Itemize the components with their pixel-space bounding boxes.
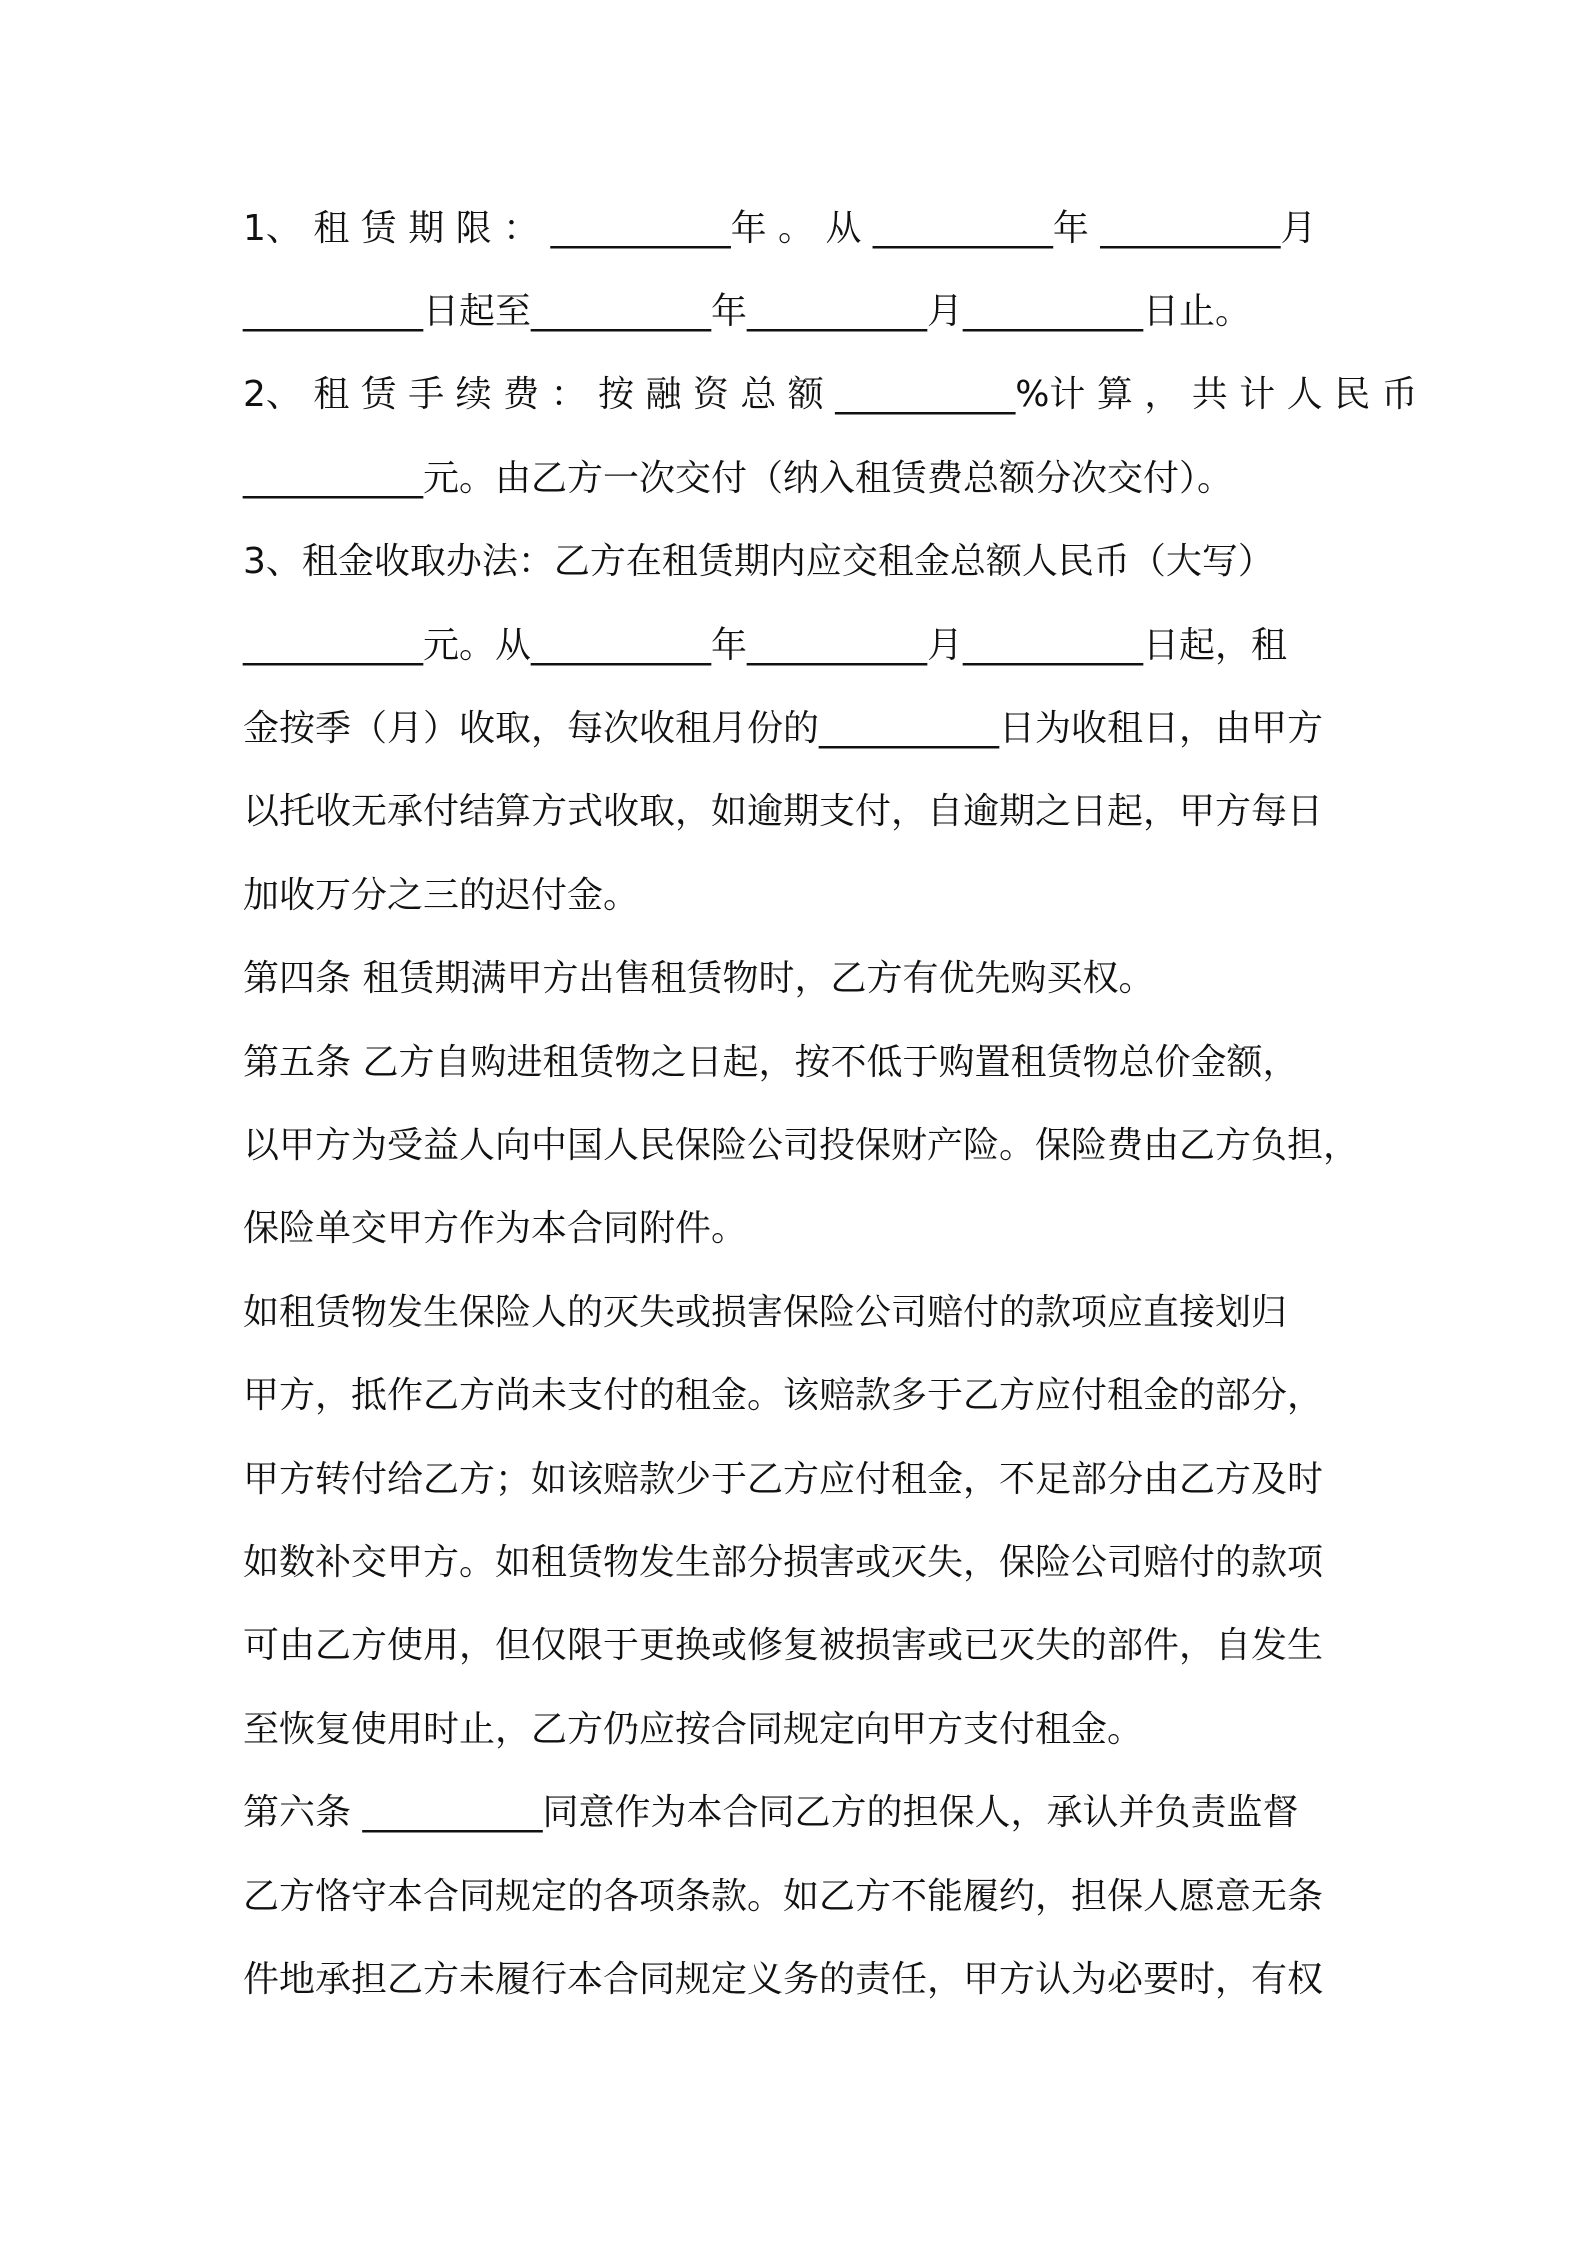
text-line: 甲方转付给乙方；如该赔款少于乙方应付租金，不足部分由乙方及时	[243, 1459, 1324, 1500]
text-line: 乙方恪守本合同规定的各项条款。如乙方不能履约，担保人愿意无条	[243, 1876, 1324, 1917]
text-line: 可由乙方使用，但仅限于更换或修复被损害或已灭失的部件，自发生	[243, 1625, 1324, 1666]
text-line: 第六条 __________同意作为本合同乙方的担保人，承认并负责监督	[243, 1792, 1299, 1833]
text-line: 第五条 乙方自购进租赁物之日起，按不低于购置租赁物总价金额，	[243, 1042, 1299, 1083]
text-line: 2、 租 赁 手 续 费 ： 按 融 资 总 额 __________%计 算 ， 共 计 人 民 币	[243, 374, 1418, 415]
text-line: 3、租金收取办法：乙方在租赁期内应交租金总额人民币（大写）	[243, 541, 1274, 582]
text-line: __________元。从__________年__________月__________日起，租	[243, 625, 1288, 666]
text-line: 第四条 租赁期满甲方出售租赁物时，乙方有优先购买权。	[243, 958, 1155, 999]
text-line: __________元。由乙方一次交付（纳入租赁费总额分次交付）。	[243, 458, 1234, 499]
text-line: 保险单交甲方作为本合同附件。	[243, 1208, 748, 1249]
text-line: 如租赁物发生保险人的灭失或损害保险公司赔付的款项应直接划归	[243, 1292, 1288, 1333]
text-line: 件地承担乙方未履行本合同规定义务的责任，甲方认为必要时，有权	[243, 1959, 1324, 2000]
text-line: 以托收无承付结算方式收取，如逾期支付，自逾期之日起，甲方每日	[243, 791, 1324, 832]
text-line: 甲方，抵作乙方尚未支付的租金。该赔款多于乙方应付租金的部分，	[243, 1375, 1324, 1416]
text-line: 至恢复使用时止，乙方仍应按合同规定向甲方支付租金。	[243, 1709, 1144, 1750]
text-line: 加收万分之三的迟付金。	[243, 875, 640, 916]
text-line: 如数补交甲方。如租赁物发生部分损害或灭失，保险公司赔付的款项	[243, 1542, 1324, 1583]
text-line: __________日起至__________年__________月__________日止。	[243, 291, 1252, 332]
text-line: 金按季（月）收取，每次收租月份的__________日为收租日，由甲方	[243, 708, 1324, 749]
text-line: 1、 租 赁 期 限 ： __________年 。 从 __________年 __________月	[243, 208, 1317, 249]
text-line: 以甲方为受益人向中国人民保险公司投保财产险。保险费由乙方负担，	[243, 1125, 1360, 1166]
